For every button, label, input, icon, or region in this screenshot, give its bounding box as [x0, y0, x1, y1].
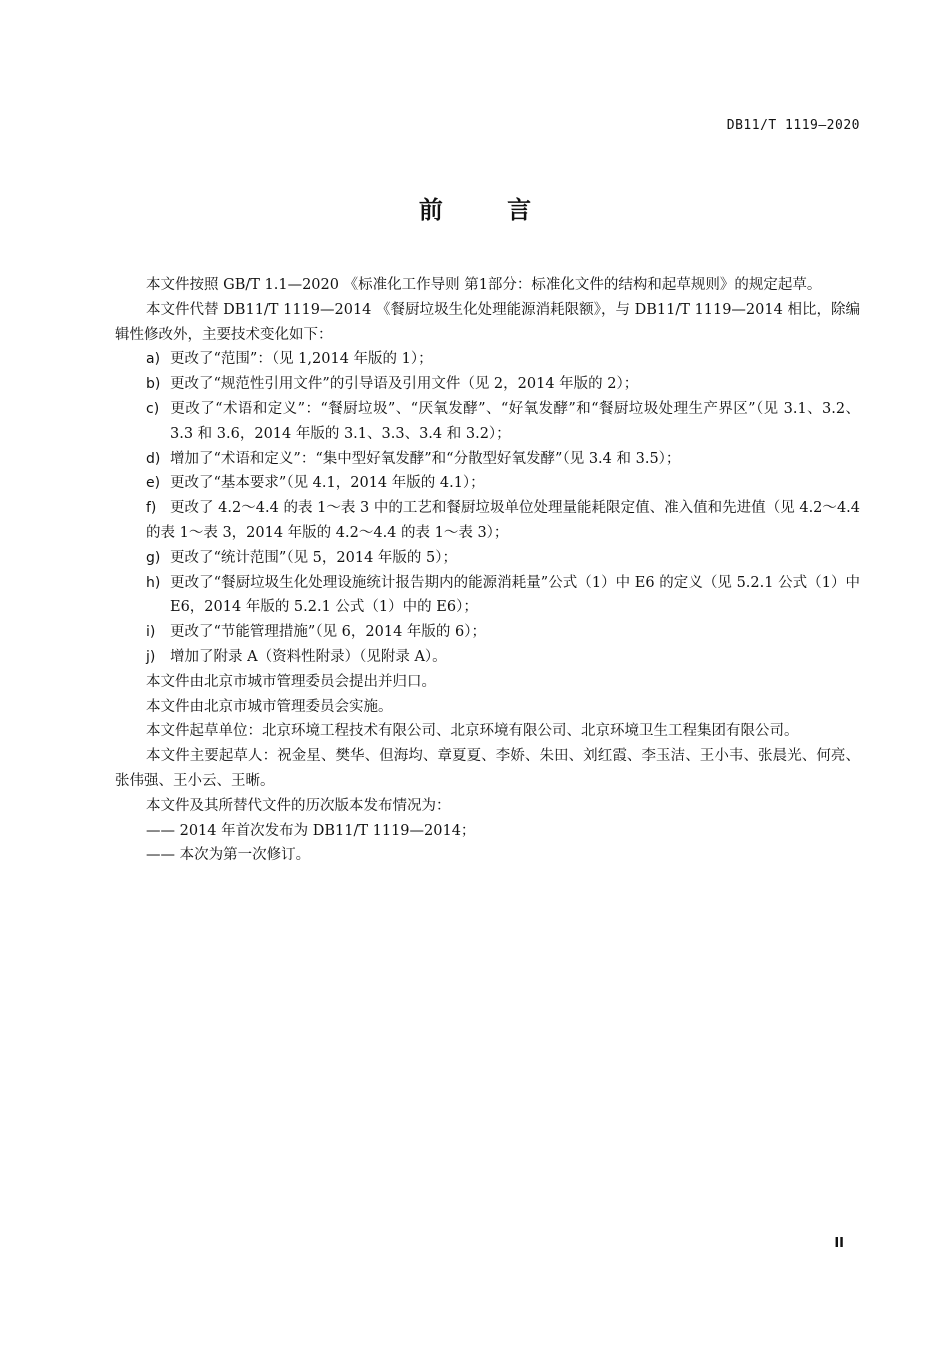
- list-item: [115, 645, 860, 670]
- page-title: 前 言: [418, 196, 560, 224]
- list-item-label: c): [146, 400, 160, 417]
- list-item-label: i): [146, 624, 156, 641]
- paragraph-drafters: 本文件主要起草人：祝金星、樊华、但海均、章夏夏、李娇、朱田、刘红霞、李玉洁、王小韦、张晨光、何亮、张伟强、王小云、王晰。: [115, 748, 860, 789]
- paragraph-drafting-units: 本文件起草单位：北京环境工程技术有限公司、北京环境有限公司、北京环境卫生工程集团有限公司。: [146, 723, 799, 740]
- list-item: [115, 471, 860, 496]
- list-item: [115, 347, 860, 372]
- history-item: —— 2014 年首次发布为 DB11/T 1119—2014；: [146, 822, 476, 839]
- history-item: —— 本次为第一次修订。: [146, 847, 311, 864]
- list-item-text: 增加了“术语和定义”：“集中型好氧发酵”和“分散型好氧发酵”（见 3.4 和 3.5）；: [170, 450, 681, 467]
- list-item: [115, 447, 860, 472]
- paragraph-proposer: 本文件由北京市城市管理委员会提出并归口。: [146, 673, 436, 690]
- list-item-label: a): [146, 351, 161, 368]
- list-item-text: 更改了“统计范围”（见 5，2014 年版的 5）；: [170, 549, 458, 566]
- list-item: [115, 546, 860, 571]
- list-item-label: j): [146, 648, 156, 665]
- list-item-text: 更改了“范围”：（见 1,2014 年版的 1）；: [170, 351, 433, 368]
- page-number: II: [834, 1236, 844, 1251]
- paragraph-drafting-rules: 本文件按照 GB/T 1.1—2020 《标准化工作导则 第1部分：标准化文件的结构和起草规则》的规定起草。: [146, 277, 822, 293]
- list-item-text: 更改了 4.2～4.4 的表 1～表 3 中的工艺和餐厨垃圾单位处理量能耗限定值、准入值和先进值（见 4.2～4.4 的表 1～表 3，2014 年版的 4.2～4.4 的表 1～表 3）；: [146, 500, 860, 541]
- list-item-label: d): [146, 450, 161, 467]
- list-item-label: b): [146, 376, 161, 393]
- list-item-text: 更改了“术语和定义”：“餐厨垃圾”、“厌氧发酵”、“好氧发酵”和“餐厨垃圾处理生产界区”（见 3.1、3.2、3.3 和 3.6，2014 年版的 3.1、3.3、3.4 和 3.2）；: [170, 400, 860, 442]
- list-item: [115, 397, 860, 447]
- changes-list: [115, 347, 860, 669]
- list-item-text: 增加了附录 A（资料性附录）（见附录 A）。: [170, 648, 447, 665]
- list-item: [115, 496, 860, 546]
- paragraph-history-intro: 本文件及其所替代文件的历次版本发布情况为：: [146, 797, 451, 814]
- paragraph-implementer: 本文件由北京市城市管理委员会实施。: [146, 698, 393, 715]
- list-item: [115, 571, 860, 621]
- foreword-body: [115, 273, 860, 868]
- list-item-text: 更改了“餐厨垃圾生化处理设施统计报告期内的能源消耗量”公式（1）中 E6 的定义（见 5.2.1 公式（1）中 E6，2014 年版的 5.2.1 公式（1）中的 E6）；: [170, 574, 860, 616]
- list-item: [115, 372, 860, 397]
- history-list: [115, 819, 860, 869]
- paragraph-replacement: 本文件代替 DB11/T 1119—2014 《餐厨垃圾生化处理能源消耗限额》，与 DB11/T 1119—2014 相比，除编辑性修改外，主要技术变化如下：: [115, 301, 860, 343]
- list-item-label: g): [146, 549, 161, 566]
- list-item-label: e): [146, 475, 161, 492]
- list-item-text: 更改了“规范性引用文件”的引导语及引用文件（见 2，2014 年版的 2）；: [170, 376, 639, 393]
- list-item-label: f): [146, 500, 157, 517]
- standard-code: DB11/T 1119—2020: [726, 118, 860, 133]
- list-item-text: 更改了“节能管理措施”（见 6，2014 年版的 6）；: [170, 624, 487, 641]
- list-item-label: h): [146, 574, 161, 591]
- list-item-text: 更改了“基本要求”（见 4.1，2014 年版的 4.1）；: [170, 475, 485, 492]
- list-item: [115, 620, 860, 645]
